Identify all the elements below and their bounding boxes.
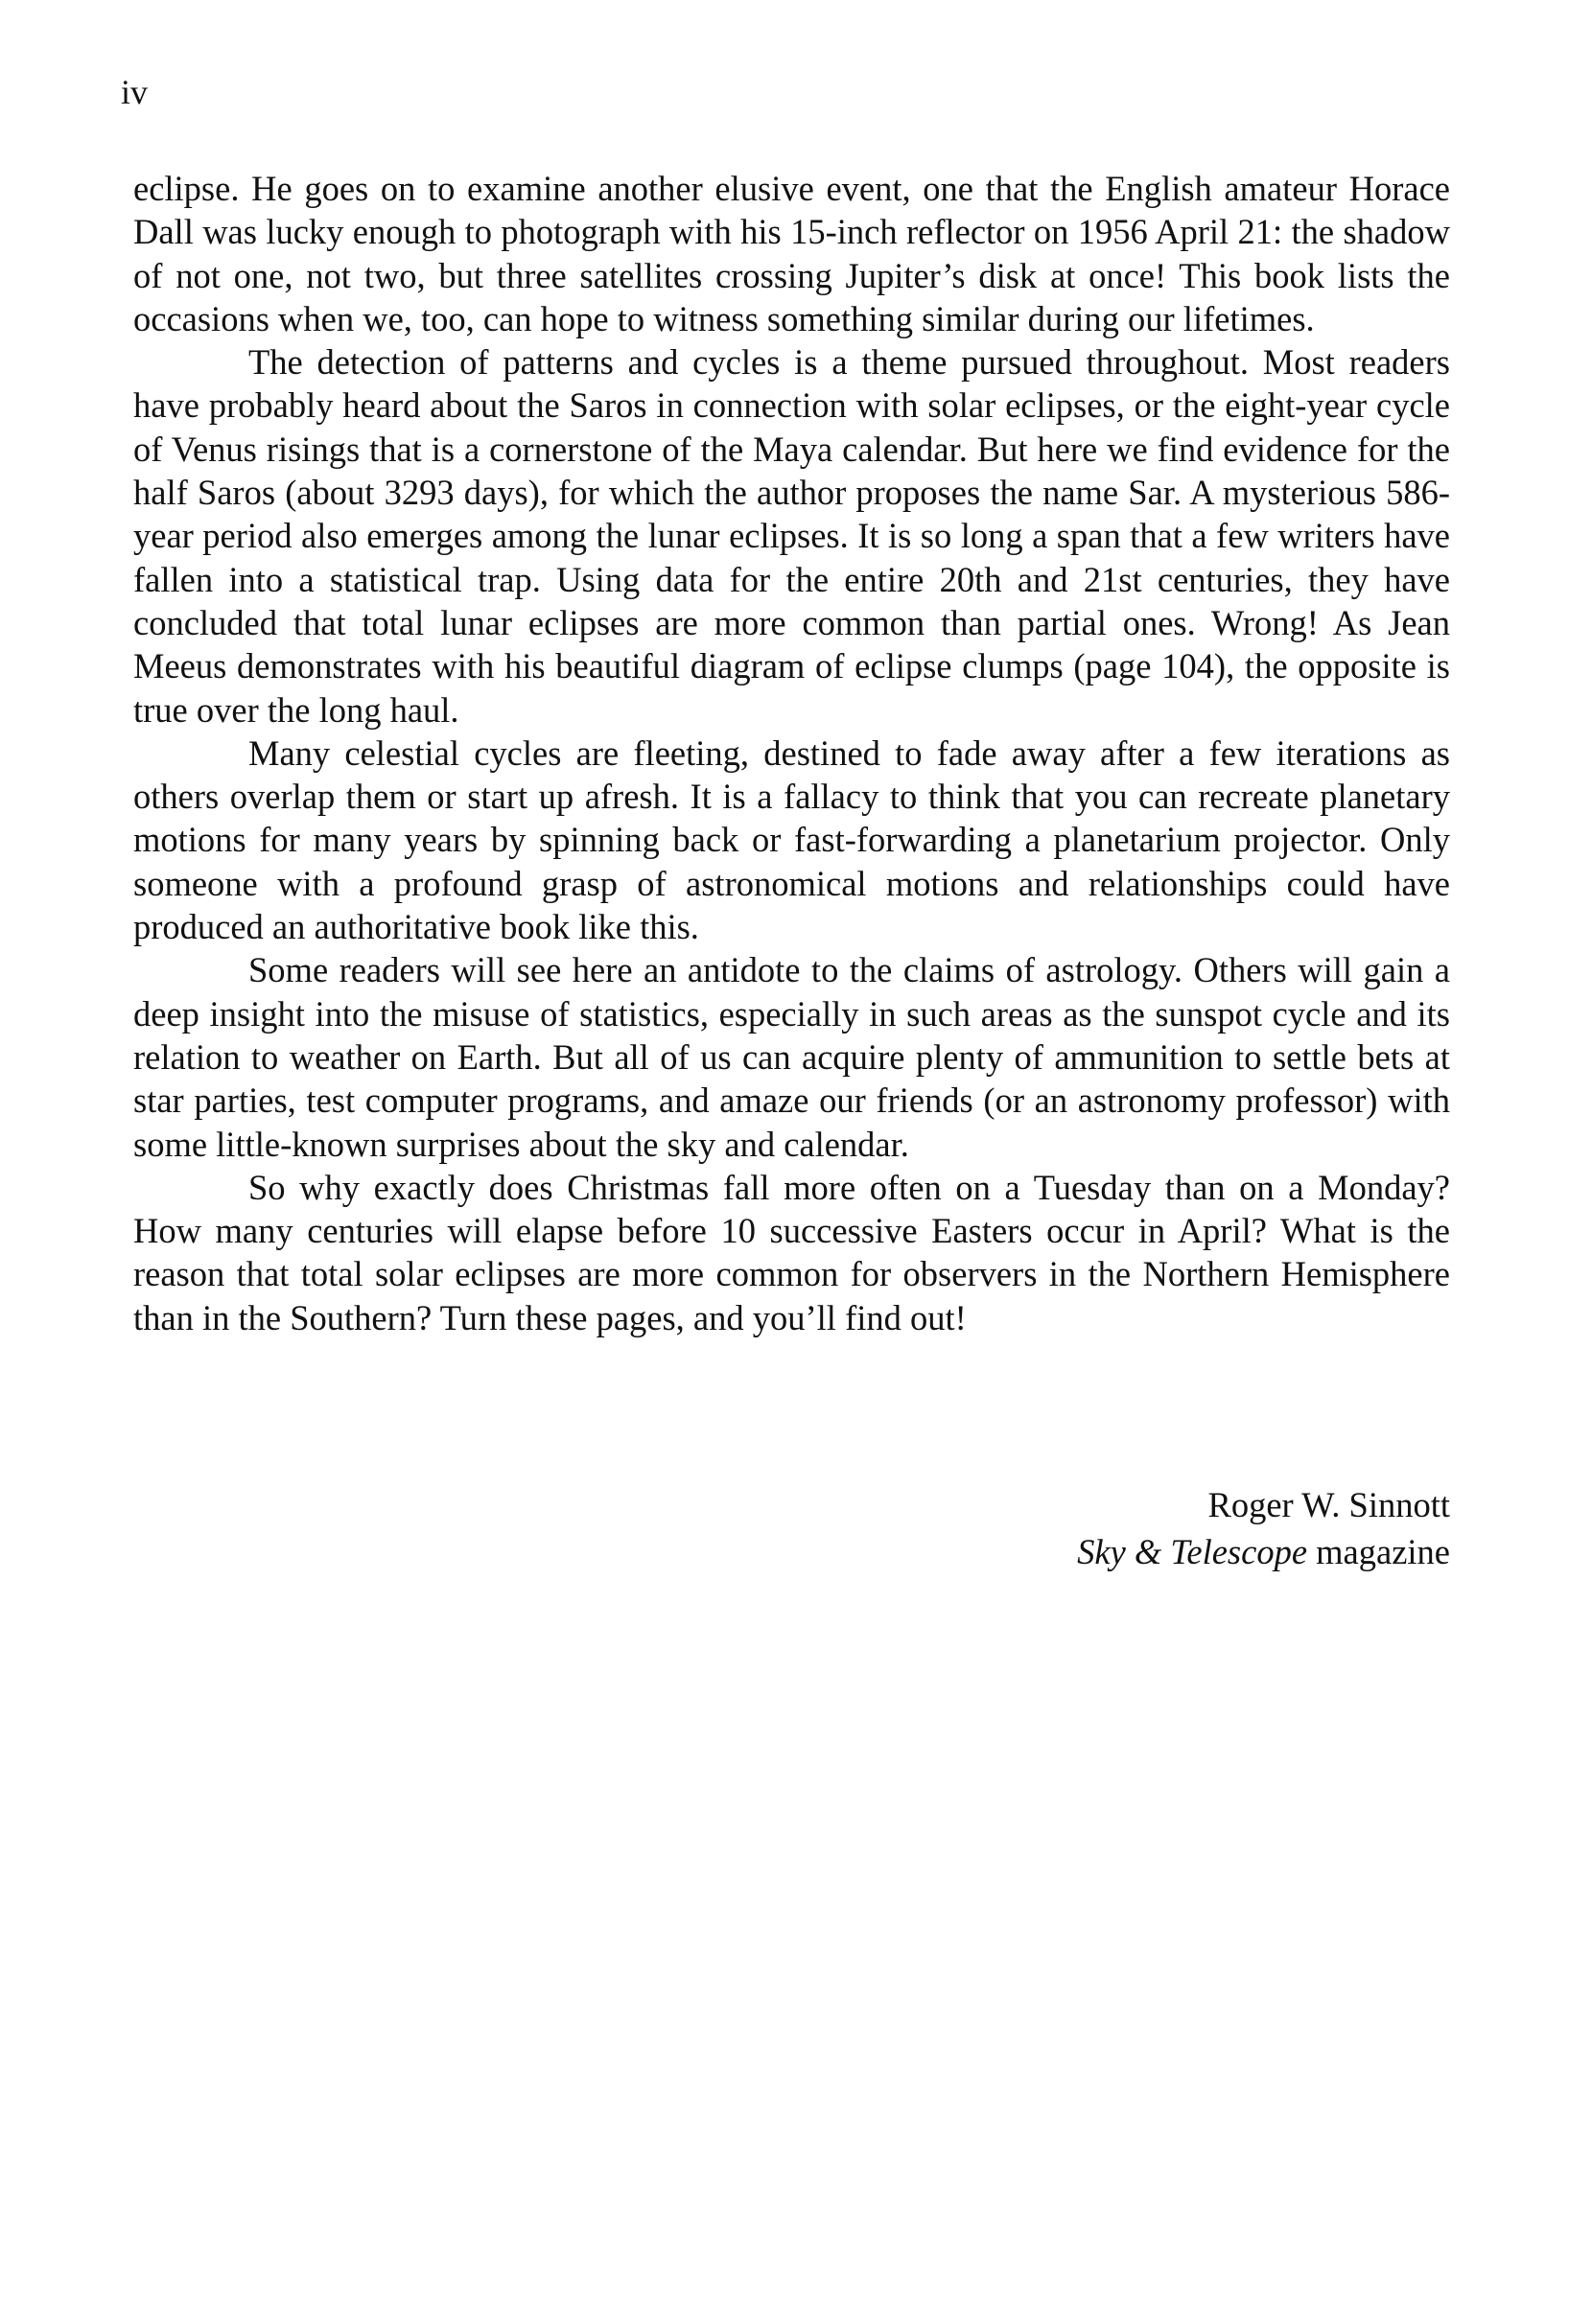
foreword-body	[133, 167, 1450, 1339]
page-number: iv	[121, 73, 149, 111]
paragraph-1: eclipse. He goes on to examine another elusive event, one that the English amateur Horace Dall was lucky enough to photograph with his 15-inch reflector on 1956 April 21: the shadow of not one, not two, but three satellites crossing Jupiter’s disk at once! This book lists the occasions when we, too, can hope to witness something similar during our lifetimes.	[133, 169, 1450, 338]
paragraph-3: Many celestial cycles are fleeting, destined to fade away after a few iterations as others overlap them or start up afresh. It is a fallacy to think that you can recreate planetary motions for many years by spinning back or fast-forwarding a planetarium projector. Only someone with a profound grasp of astronomical motions and relationships could have produced an authoritative book like this.	[133, 732, 1450, 947]
paragraph-4: Some readers will see here an antidote to the claims of astrology. Others will gain a deep insight into the misuse of statistics, especially in such areas as the sunspot cycle and its relation to weather on Earth. But all of us can acquire plenty of ammunition to settle bets at star parties, test computer programs, and amaze our friends (or an astronomy professor) with some little-known surprises about the sky and calendar.	[133, 950, 1450, 1164]
paragraph-2: The detection of patterns and cycles is a theme pursued throughout. Most readers have probably heard about the Saros in connection with solar eclipses, or the eight-year cycle of Venus risings that is a cornerstone of the Maya calendar. But here we find evidence for the half Saros (about 3293 days), for which the author proposes the name Sar. A mysterious 586-year period also emerges among the lunar eclipses. It is so long a span that a few writers have fallen into a statistical trap. Using data for the entire 20th and 21st centuries, they have concluded that total lunar eclipses are more common than partial ones. Wrong! As Jean Meeus demonstrates with his beautiful diagram of eclipse clumps (page 104), the opposite is true over the long haul.	[133, 342, 1450, 730]
signature-affiliation	[1077, 1528, 1450, 1575]
signature-block	[1077, 1481, 1450, 1575]
signature-author: Roger W. Sinnott	[1207, 1485, 1450, 1524]
paragraph-5: So why exactly does Christmas fall more often on a Tuesday than on a Monday? How many centuries will elapse before 10 successive Easters occur in April? What is the reason that total solar eclipses are more common for observers in the Northern Hemisphere than in the Southern? Turn these pages, and you’ll find out!	[133, 1167, 1450, 1337]
publication-title: Sky & Telescope	[1077, 1532, 1308, 1571]
publication-suffix: magazine	[1316, 1532, 1450, 1571]
